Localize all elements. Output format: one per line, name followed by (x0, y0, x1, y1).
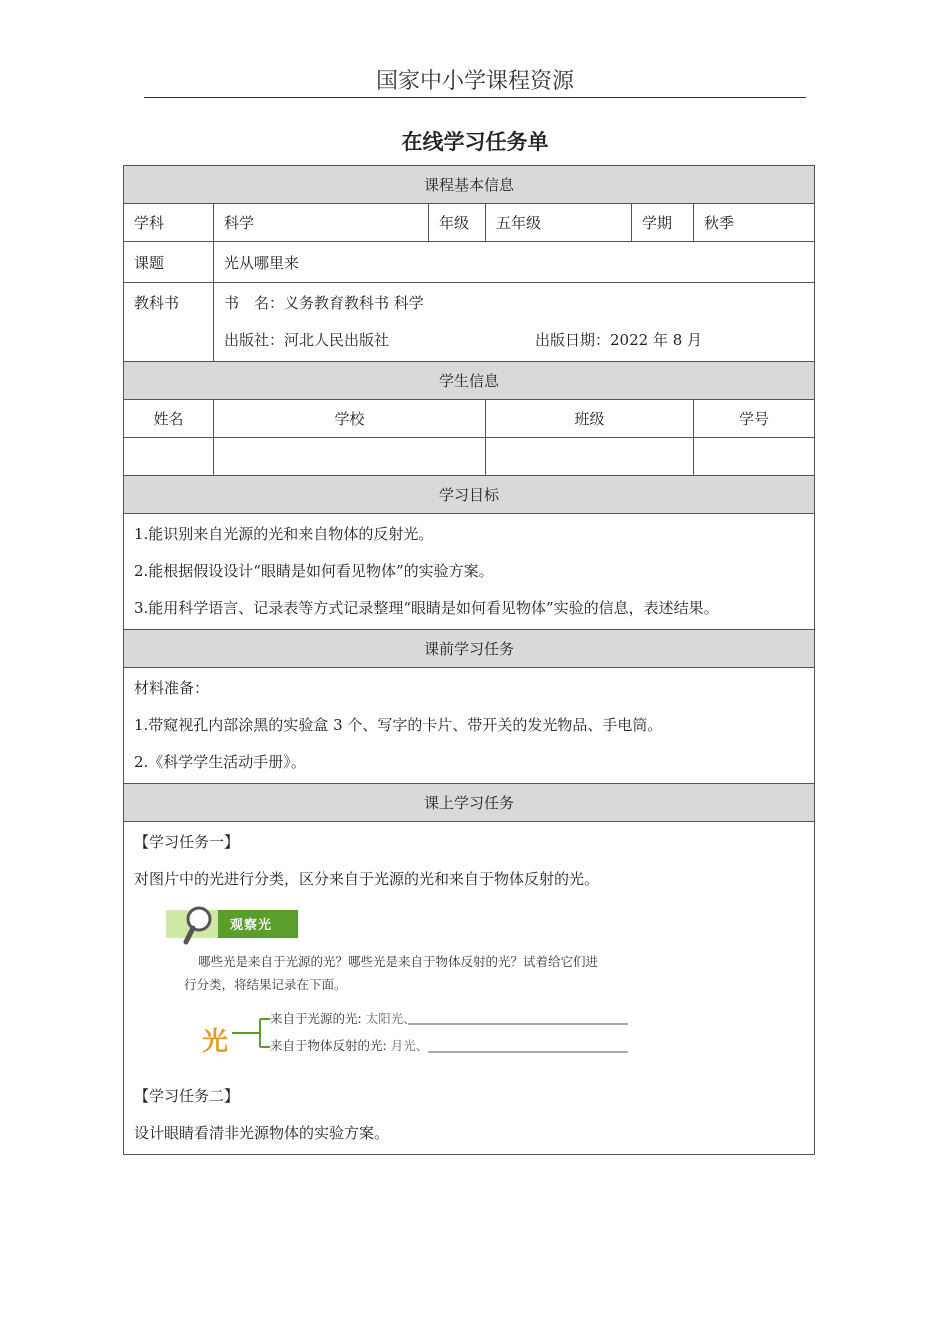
grade-value: 五年级 (486, 204, 632, 242)
figure-banner-text: 观察光 (230, 918, 273, 933)
goal-item: 2.能根据假设设计“眼睛是如何看见物体”的实验方案。 (134, 562, 494, 580)
task1-text: 对图片中的光进行分类，区分来自于光源的光和来自于物体反射的光。 (134, 870, 600, 888)
col-student-id: 学号 (694, 400, 815, 438)
topic-value: 光从哪里来 (214, 242, 815, 283)
textbook-info (214, 283, 815, 362)
branch-answer: 太阳光、 (365, 1011, 416, 1026)
subject-value: 科学 (214, 204, 429, 242)
branch-answer: 月光、 (390, 1038, 429, 1053)
section-student-info: 学生信息 (124, 362, 815, 400)
figure-root-label: 光 (202, 1027, 229, 1057)
topic-label: 课题 (124, 242, 214, 283)
section-pre-class: 课前学习任务 (124, 630, 815, 668)
branch-label: 来自于光源的光: (270, 1011, 362, 1026)
subject-label: 学科 (124, 204, 214, 242)
grade-label: 年级 (429, 204, 486, 242)
col-class: 班级 (486, 400, 694, 438)
materials-intro: 材料准备： (134, 679, 210, 697)
term-label: 学期 (632, 204, 694, 242)
figure-branch-source (270, 1009, 416, 1027)
col-name: 姓名 (124, 400, 214, 438)
book-name: 书 名：义务教育教科书 科学 (224, 294, 424, 312)
textbook-figure (162, 904, 622, 1074)
figure-question-line: 行分类，将结果记录在下面。 (184, 977, 347, 992)
task2-label: 【学习任务二】 (134, 1087, 240, 1105)
resource-header-title: 国家中小学课程资源 (375, 69, 574, 94)
textbook-label: 教科书 (124, 283, 214, 362)
publisher: 出版社：河北人民出版社 (224, 331, 390, 349)
magnifier-icon (182, 904, 222, 948)
section-in-class: 课上学习任务 (124, 784, 815, 822)
school-input-cell[interactable] (214, 438, 486, 476)
section-course-info: 课程基本信息 (124, 166, 815, 204)
material-item: 2.《科学学生活动手册》。 (134, 753, 306, 771)
student-id-input-cell[interactable] (694, 438, 815, 476)
col-school: 学校 (214, 400, 486, 438)
goal-item: 3.能用科学语言、记录表等方式记录整理“眼睛是如何看见物体”实验的信息，表述结果。 (134, 599, 719, 617)
class-input-cell[interactable] (486, 438, 694, 476)
header-divider (144, 97, 806, 98)
goal-item: 1.能识别来自光源的光和来自物体的反射光。 (134, 525, 434, 543)
pre-class-content (124, 668, 815, 784)
in-class-content (124, 822, 815, 1155)
goals-content (124, 514, 815, 630)
branch-label: 来自于物体反射的光: (270, 1038, 387, 1053)
page-title: 在线学习任务单 (401, 130, 549, 154)
section-goals: 学习目标 (124, 476, 815, 514)
figure-branch-reflected (270, 1036, 428, 1054)
publish-date: 出版日期：2022 年 8 月 (535, 331, 703, 349)
name-input-cell[interactable] (124, 438, 214, 476)
term-value: 秋季 (694, 204, 815, 242)
figure-question (184, 950, 618, 996)
figure-question-line: 哪些光是来自于光源的光？哪些光是来自于物体反射的光？试着给它们进 (198, 954, 599, 969)
task2-text: 设计眼睛看清非光源物体的实验方案。 (134, 1124, 390, 1142)
task-sheet-table (123, 165, 815, 1155)
material-item: 1.带窥视孔内部涂黑的实验盒 3 个、写字的卡片、带开关的发光物品、手电筒。 (134, 716, 663, 734)
task1-label: 【学习任务一】 (134, 833, 240, 851)
